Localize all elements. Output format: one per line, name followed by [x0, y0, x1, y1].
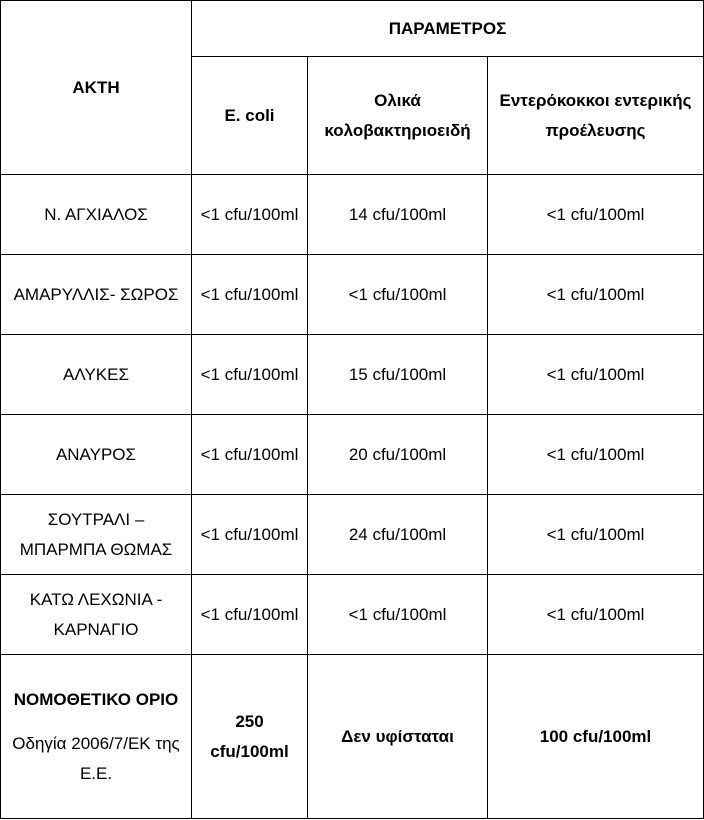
coliforms-value: 24 cfu/100ml [308, 495, 488, 575]
header-enterococci: Εντερόκοκκοι εντερικής προέλευσης [488, 57, 704, 175]
limit-ecoli: 250 cfu/100ml [192, 655, 308, 819]
limit-coliforms: Δεν υφίσταται [308, 655, 488, 819]
table-row [1, 335, 704, 415]
limit-row [1, 655, 704, 819]
table-row [1, 255, 704, 335]
coliforms-value: <1 cfu/100ml [308, 255, 488, 335]
enterococci-value: <1 cfu/100ml [488, 255, 704, 335]
limit-label: ΝΟΜΟΘΕΤΙΚΟ ΟΡΙΟ [13, 689, 179, 709]
table-row [1, 175, 704, 255]
table-row [1, 575, 704, 655]
ecoli-value: <1 cfu/100ml [192, 575, 308, 655]
enterococci-value: <1 cfu/100ml [488, 495, 704, 575]
coliforms-value: 15 cfu/100ml [308, 335, 488, 415]
table-row [1, 495, 704, 575]
beach-name: ΑΜΑΡΥΛΛΙΣ- ΣΩΡΟΣ [1, 255, 192, 335]
beach-name: ΑΝΑΥΡΟΣ [1, 415, 192, 495]
ecoli-value: <1 cfu/100ml [192, 255, 308, 335]
coliforms-value: <1 cfu/100ml [308, 575, 488, 655]
coliforms-value: 14 cfu/100ml [308, 175, 488, 255]
header-parameter: ΠΑΡΑΜΕΤΡΟΣ [192, 1, 704, 57]
beach-name: ΑΛΥΚΕΣ [1, 335, 192, 415]
header-ecoli: E. coli [192, 57, 308, 175]
limit-label-cell [1, 655, 192, 819]
coliforms-value: 20 cfu/100ml [308, 415, 488, 495]
ecoli-value: <1 cfu/100ml [192, 175, 308, 255]
beach-name: ΚΑΤΩ ΛΕΧΩΝΙΑ - ΚΑΡΝΑΓΙΟ [1, 575, 192, 655]
table-row [1, 415, 704, 495]
beach-name: ΣΟΥΤΡΑΛΙ – ΜΠΑΡΜΠΑ ΘΩΜΑΣ [1, 495, 192, 575]
enterococci-value: <1 cfu/100ml [488, 175, 704, 255]
ecoli-value: <1 cfu/100ml [192, 495, 308, 575]
enterococci-value: <1 cfu/100ml [488, 575, 704, 655]
ecoli-value: <1 cfu/100ml [192, 415, 308, 495]
limit-enterococci: 100 cfu/100ml [488, 655, 704, 819]
enterococci-value: <1 cfu/100ml [488, 415, 704, 495]
header-coliforms: Ολικά κολοβακτηριοειδή [308, 57, 488, 175]
limit-directive: Οδηγία 2006/7/ΕΚ της Ε.Ε. [12, 733, 180, 783]
header-beach: ΑΚΤΗ [1, 1, 192, 175]
enterococci-value: <1 cfu/100ml [488, 335, 704, 415]
ecoli-value: <1 cfu/100ml [192, 335, 308, 415]
beach-name: Ν. ΑΓΧΙΑΛΟΣ [1, 175, 192, 255]
